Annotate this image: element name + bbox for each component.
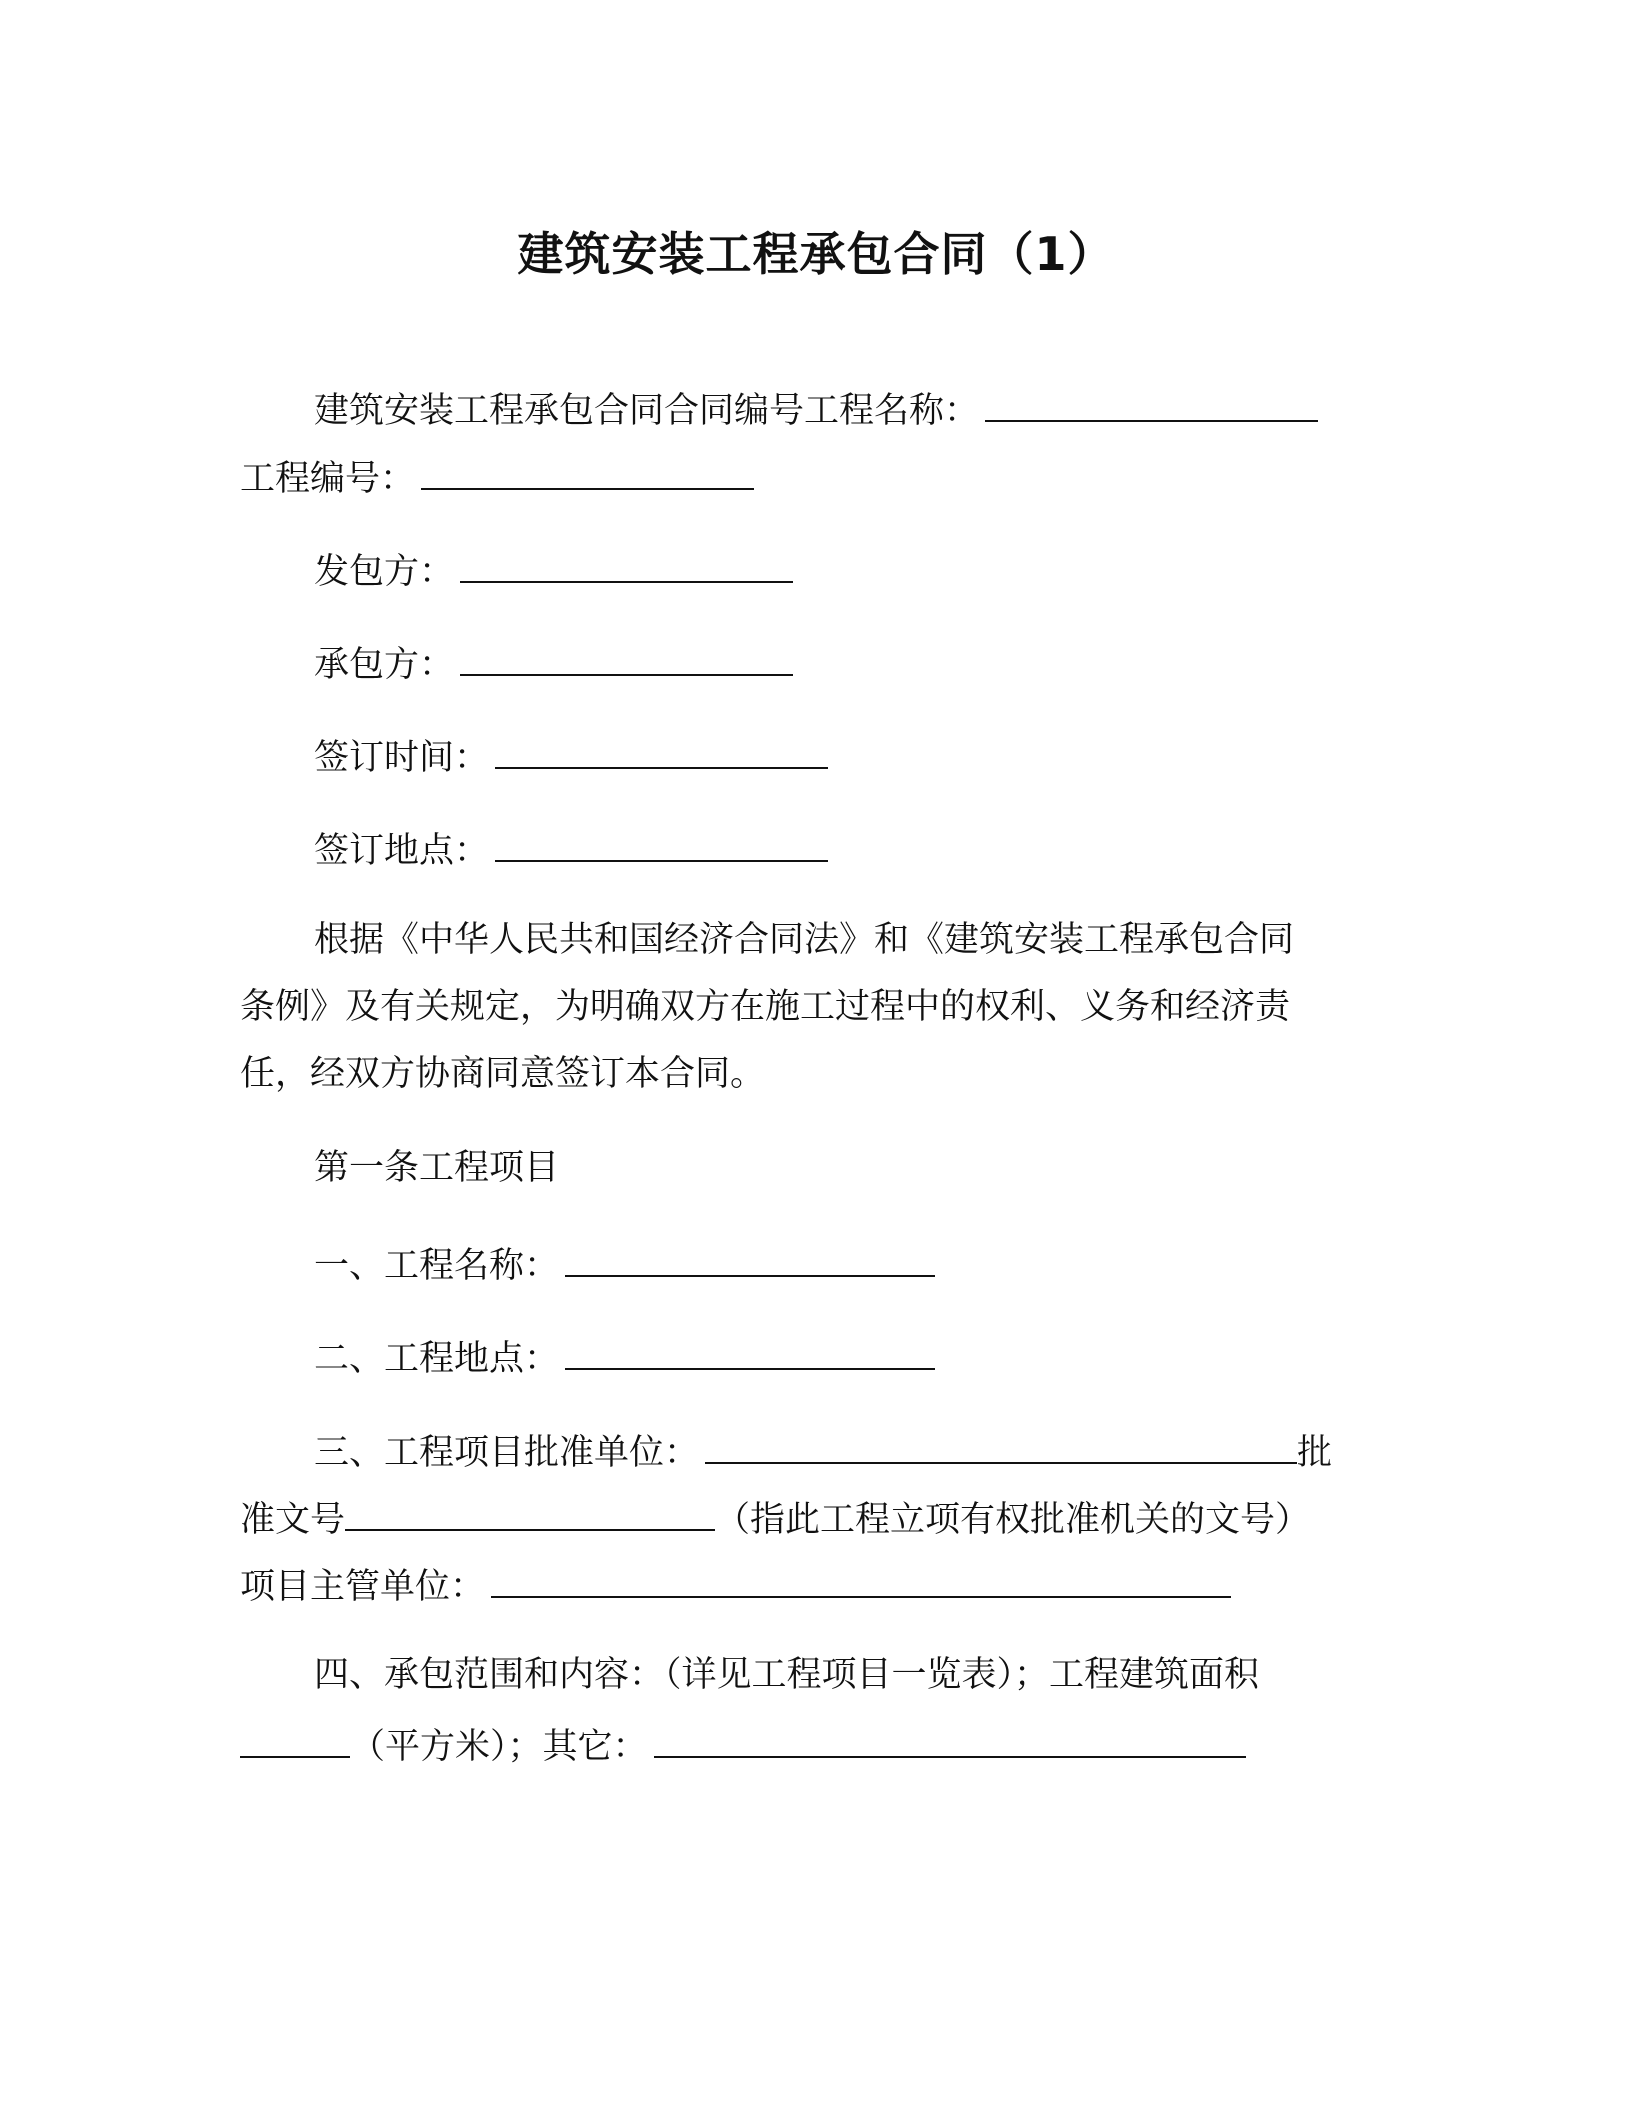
preamble-line-3: 任，经双方协商同意签订本合同。 [240,1054,766,1094]
approval-doc-line [240,1491,1310,1544]
approval-doc-label: 准文号 [240,1500,346,1540]
area-line [240,1718,1246,1771]
preamble-line-2: 条例》及有关规定，为明确双方在施工过程中的权利、义务和经济责 [240,987,1291,1027]
project-number-label: 工程编号： [240,459,416,499]
contractor-blank[interactable] [460,636,793,676]
project-number-line [240,450,754,503]
item-1-blank[interactable] [565,1237,935,1277]
document-title: 建筑安装工程承包合同（1） [517,227,1115,281]
sign-place-label: 签订地点： [314,831,490,871]
project-number-blank[interactable] [421,450,754,490]
item-1-line [314,1237,935,1290]
contractor-label: 承包方： [314,645,455,685]
supervisor-blank[interactable] [491,1558,1231,1598]
contract-name-label: 建筑安装工程承包合同合同编号工程名称： [314,391,980,431]
employer-label: 发包方： [314,552,455,592]
other-blank[interactable] [654,1718,1246,1758]
area-unit-label: （平方米）；其它： [350,1727,648,1767]
article-1-heading: 第一条工程项目 [314,1148,560,1188]
item-3-blank[interactable] [705,1424,1297,1464]
sign-place-line [314,822,828,875]
area-blank[interactable] [240,1718,350,1758]
contractor-line [314,636,793,689]
item-3-line [314,1424,1332,1477]
sign-time-blank[interactable] [495,729,828,769]
preamble-line-1: 根据《中华人民共和国经济合同法》和《建筑安装工程承包合同 [314,920,1295,960]
project-name-blank[interactable] [985,382,1318,422]
item-2-blank[interactable] [565,1330,935,1370]
item-4-line: 四、承包范围和内容：（详见工程项目一览表）；工程建筑面积 [314,1655,1260,1695]
item-3-label: 三、工程项目批准单位： [314,1433,700,1473]
item-3-tail: 批 [1297,1433,1333,1473]
item-2-line [314,1330,935,1383]
approval-doc-note: （指此工程立项有权批准机关的文号） [715,1500,1311,1540]
item-2-label: 二、工程地点： [314,1339,560,1379]
contract-name-line [314,382,1318,435]
sign-place-blank[interactable] [495,822,828,862]
supervisor-label: 项目主管单位： [240,1567,486,1607]
employer-line [314,543,793,596]
approval-doc-blank[interactable] [345,1491,715,1531]
item-1-label: 一、工程名称： [314,1246,560,1286]
sign-time-label: 签订时间： [314,738,490,778]
employer-blank[interactable] [460,543,793,583]
sign-time-line [314,729,828,782]
supervisor-line [240,1558,1231,1611]
